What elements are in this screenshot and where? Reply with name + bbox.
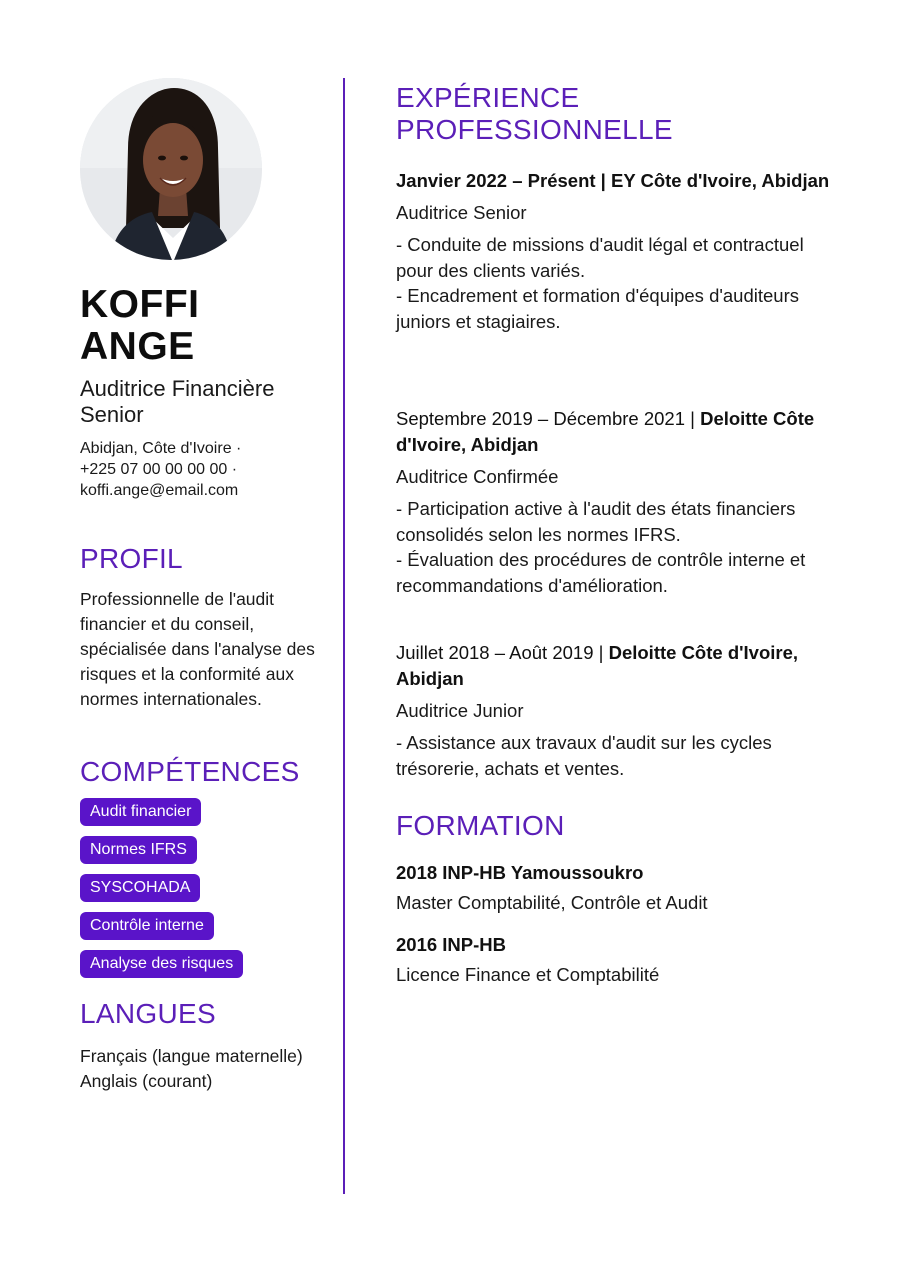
contact-phone: +225 07 00 00 00 00 · (80, 461, 238, 478)
education-degree: Master Comptabilité, Contrôle et Audit (396, 892, 708, 913)
skills-list (80, 798, 330, 978)
experience-bullets (396, 496, 836, 598)
experience-dates: Janvier 2022 – Présent | (396, 170, 606, 191)
competences-heading: COMPÉTENCES (80, 756, 300, 787)
contact-info (80, 438, 330, 501)
experience-employer: EY Côte d'Ivoire, Abidjan (610, 170, 830, 191)
experience-dates: Septembre 2019 – Décembre 2021 | (396, 408, 695, 429)
candidate-name (80, 284, 330, 368)
experience-header (396, 406, 836, 458)
formation-heading: FORMATION (396, 810, 565, 841)
profile-photo (80, 78, 262, 260)
experience-header (396, 168, 836, 194)
langues-heading: LANGUES (80, 998, 216, 1029)
education-entry (396, 860, 836, 916)
sidebar (80, 78, 330, 1094)
languages-list (80, 1044, 330, 1094)
skill-chip: SYSCOHADA (80, 874, 200, 902)
first-name: KOFFI (80, 283, 200, 326)
experience-employer: Deloitte Côte d'Ivoire, Abidjan (396, 642, 799, 689)
column-divider (343, 78, 345, 1194)
experience-dates: Juillet 2018 – Août 2019 | (396, 642, 604, 663)
last-name: ANGE (80, 325, 195, 368)
experience-employer: Deloitte Côte d'Ivoire, Abidjan (396, 408, 815, 455)
education-header: 2016 INP-HB (396, 934, 507, 955)
experience-entry (396, 406, 836, 640)
education-header: 2018 INP-HB Yamoussoukro (396, 862, 644, 883)
profil-heading: PROFIL (80, 543, 183, 574)
experience-header (396, 640, 836, 692)
experience-bullets (396, 730, 836, 781)
skill-chip: Contrôle interne (80, 912, 214, 940)
skill-chip: Analyse des risques (80, 950, 243, 978)
experience-bullets (396, 232, 836, 334)
experience-role: Auditrice Junior (396, 700, 524, 721)
skill-chip: Normes IFRS (80, 836, 197, 864)
experience-bullet: - Assistance aux travaux d'audit sur les cycles trésorerie, achats et ventes. (396, 732, 772, 779)
education-entry (396, 932, 836, 988)
experience-entry (396, 168, 836, 406)
experience-entry (396, 640, 836, 810)
skill-chip: Audit financier (80, 798, 201, 826)
contact-email: koffi.ange@email.com (80, 482, 239, 499)
experience-bullet: - Conduite de missions d'audit légal et contractuel pour des clients variés. (396, 234, 804, 281)
language-item: Français (langue maternelle) (80, 1046, 303, 1066)
experience-bullet: - Évaluation des procédures de contrôle interne et recommandations d'amélioration. (396, 549, 806, 596)
main-content (396, 82, 836, 1004)
profil-text: Professionnelle de l'audit financier et du conseil, spécialisée dans l'analyse des risques et la conformité aux normes internationales. (80, 589, 315, 709)
education-degree: Licence Finance et Comptabilité (396, 964, 660, 985)
portrait-illustration (80, 78, 262, 260)
language-item: Anglais (courant) (80, 1071, 213, 1091)
candidate-title: Auditrice Financière Senior (80, 376, 275, 427)
experience-bullet: - Participation active à l'audit des états financiers consolidés selon les normes IFRS. (396, 498, 796, 545)
experience-role: Auditrice Senior (396, 202, 527, 223)
experience-bullet: - Encadrement et formation d'équipes d'auditeurs juniors et stagiaires. (396, 285, 799, 332)
experience-heading: EXPÉRIENCE PROFESSIONNELLE (396, 82, 673, 145)
contact-location: Abidjan, Côte d'Ivoire · (80, 440, 242, 457)
experience-role: Auditrice Confirmée (396, 466, 559, 487)
